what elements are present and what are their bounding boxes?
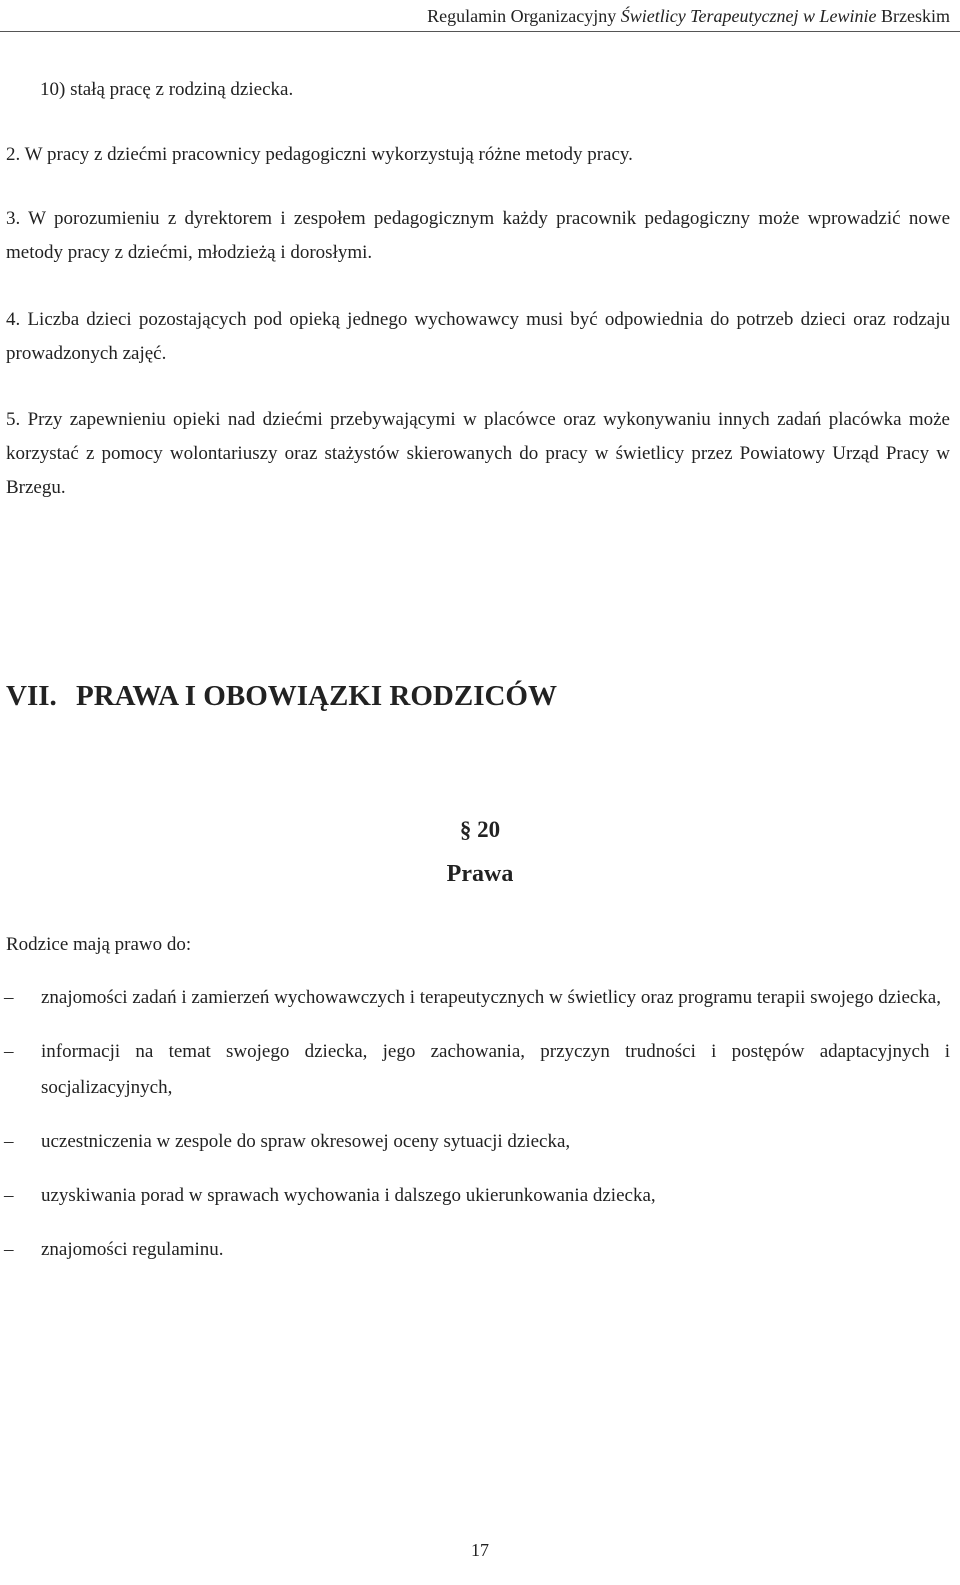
header-title-prefix: Regulamin Organizacyjny xyxy=(427,6,621,26)
list-item-text: znajomości zadań i zamierzeń wychowawczych i terapeutycznych w świetlicy oraz programu terapii swojego dziecka, xyxy=(41,987,941,1008)
list-item-text: znajomości regulaminu. xyxy=(41,1239,224,1260)
rights-intro: Rodzice mają prawo do: xyxy=(6,934,192,955)
list-item xyxy=(0,1178,950,1214)
header-title-suffix: Brzeskim xyxy=(876,6,950,26)
list-item-text: uczestniczenia w zespole do spraw okresowej oceny sytuacji dziecka, xyxy=(41,1131,571,1152)
list-item-10: 10) stałą pracę z rodziną dziecka. xyxy=(40,79,294,100)
paragraph-5: 5. Przy zapewnieniu opieki nad dziećmi przebywającymi w placówce oraz wykonywaniu innych zadań placówka może korzystać z pomocy wolontariuszy oraz stażystów skierowanych do pracy w świetlicy przez Powiatowy Urząd Pracy w Brzegu. xyxy=(6,409,950,498)
rights-list xyxy=(0,980,950,1286)
list-item xyxy=(0,1124,950,1160)
chapter-title: PRAWA I OBOWIĄZKI RODZICÓW xyxy=(76,680,557,712)
list-item xyxy=(0,1232,950,1268)
chapter-number: VII. xyxy=(6,680,57,712)
list-item xyxy=(0,980,950,1016)
section-title: Prawa xyxy=(446,861,514,887)
paragraph-3: 3. W porozumieniu z dyrektorem i zespołem pedagogicznym każdy pracownik pedagogiczny może wprowadzić nowe metody pracy z dziećmi, młodzieżą i dorosłymi. xyxy=(6,208,950,263)
paragraph-4: 4. Liczba dzieci pozostających pod opieką jednego wychowawcy musi być odpowiednia do potrzeb dzieci oraz rodzaju prowadzonych zajęć. xyxy=(6,309,950,364)
paragraph-2: 2. W pracy z dziećmi pracownicy pedagogiczni wykorzystują różne metody pracy. xyxy=(6,144,633,165)
dash-bullet: – xyxy=(4,1041,14,1062)
list-item-text: uzyskiwania porad w sprawach wychowania i dalszego ukierunkowania dziecka, xyxy=(41,1185,656,1206)
dash-bullet: – xyxy=(4,1239,14,1260)
dash-bullet: – xyxy=(4,1185,14,1206)
running-header xyxy=(427,5,950,27)
chapter-heading xyxy=(6,676,557,716)
header-title-italic: Świetlicy Terapeutycznej w Lewinie xyxy=(620,6,877,26)
list-item xyxy=(0,1034,950,1106)
dash-bullet: – xyxy=(4,1131,14,1152)
header-rule xyxy=(0,31,960,32)
section-number: § 20 xyxy=(459,817,501,842)
page-number: 17 xyxy=(471,1540,489,1560)
list-item-text: informacji na temat swojego dziecka, jego zachowania, przyczyn trudności i postępów adaptacyjnych i socjalizacyjnych, xyxy=(41,1041,950,1098)
dash-bullet: – xyxy=(4,987,14,1008)
